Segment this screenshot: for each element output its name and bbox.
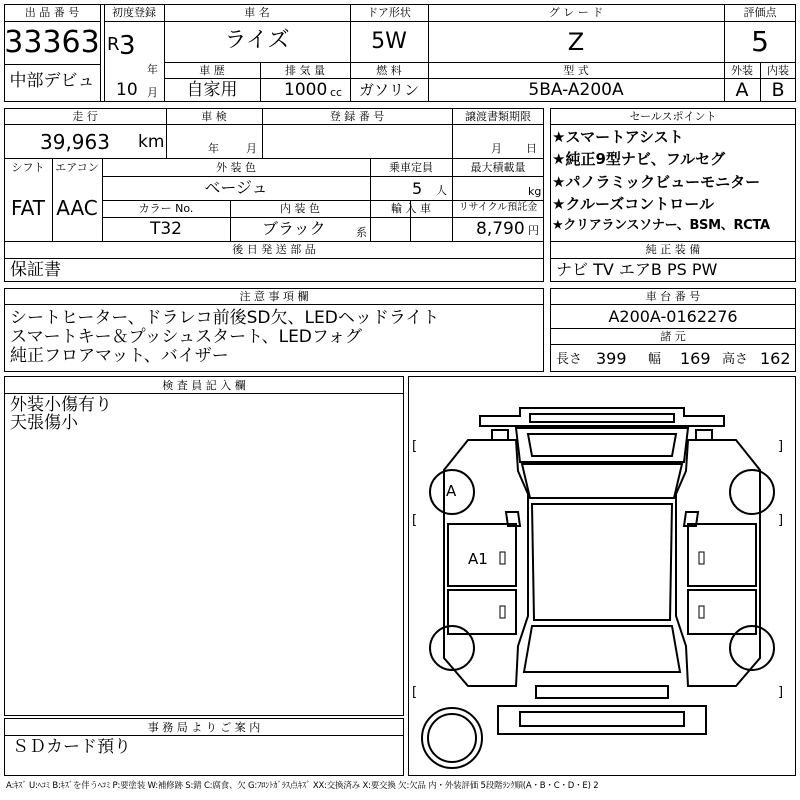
- reg-era: R: [107, 34, 120, 55]
- kei-unit: 系: [356, 226, 367, 239]
- legend: A:ｷｽﾞ U:ﾍｺﾐ B:ｷｽﾞを伴うﾍｺﾐ P:要塗装 W:補修跡 S:錆 C:腐食、欠 G:ﾌﾛﾝﾄｶﾞﾗｽ点ｷｽﾞ XX:交換済み X:要交換 欠:欠品 内・外装評価 5段階ﾗﾝｸ順(A・B・C・D・E) 2: [6, 781, 599, 791]
- handle-left-front: [500, 552, 505, 564]
- rear-lamp-outline: [520, 712, 684, 726]
- transfer-label: 譲渡書類期限: [465, 110, 531, 123]
- transfer-day-unit: 日: [526, 142, 537, 155]
- rear-window-outline: [524, 626, 680, 672]
- ac: AAC: [56, 196, 98, 220]
- displacement-label: 排 気 量: [285, 64, 325, 77]
- history-label: 車 歴: [199, 64, 225, 77]
- insp-year-unit: 年: [208, 142, 219, 155]
- bracket-right-mid: ]: [778, 513, 784, 528]
- mileage-label: 走 行: [72, 110, 98, 123]
- wheel-rear-left-outline: [430, 626, 474, 670]
- int-color-label: 内 装 色: [280, 202, 320, 215]
- inspector-line: 外装小傷有り: [10, 395, 112, 415]
- ext-color: ベージュ: [204, 178, 268, 197]
- color-no-label: カラー No.: [138, 202, 194, 215]
- front-grille-outline: [530, 414, 674, 422]
- model-label: 型 式: [563, 64, 589, 77]
- ext-color-label: 外 装 色: [216, 161, 256, 174]
- venue: 中部デビュ: [9, 71, 95, 91]
- office-text: ＳＤカード預り: [12, 737, 131, 757]
- grade-label: グ レ ー ド: [548, 6, 604, 19]
- exterior-label: 外装: [731, 64, 753, 77]
- bracket-left-low: [: [412, 685, 418, 700]
- selling-points-label: セールスポイント: [629, 110, 717, 123]
- lot-label: 出 品 番 号: [24, 6, 80, 19]
- notes-label: 注 意 事 項 欄: [239, 290, 309, 303]
- model-code: 5BA-A200A: [528, 80, 624, 100]
- handle-left-rear: [500, 606, 505, 618]
- car-name-label: 車 名: [244, 6, 270, 19]
- max-load-label: 最大積載量: [470, 161, 526, 174]
- reg-month: 10: [116, 80, 138, 100]
- door-type: 5W: [371, 29, 407, 54]
- yen-unit: 円: [528, 224, 539, 237]
- inspector-line: 天張傷小: [10, 413, 78, 433]
- lot-number: 33363: [4, 25, 100, 60]
- headlight-left-outline: [492, 430, 508, 440]
- reg-month-unit: 月: [147, 86, 158, 99]
- plate-label: 登 録 番 号: [329, 110, 385, 123]
- notes-line: シートヒーター、ドラレコ前後SD欠、LEDヘッドライト: [10, 308, 440, 328]
- chassis-number: A200A-0162276: [608, 307, 738, 326]
- specs-label: 諸 元: [660, 330, 686, 343]
- hood-inner-outline: [528, 434, 676, 456]
- damage-mark-a: A: [446, 482, 457, 500]
- width-value: 169: [680, 349, 711, 368]
- rear-bumper-outline: [498, 706, 706, 734]
- insp-month-unit: 月: [246, 142, 257, 155]
- length-label: 長さ: [556, 352, 583, 367]
- spare-tire-inner-outline: [428, 714, 476, 762]
- score-label: 評価点: [743, 6, 777, 19]
- recycle-label: リサイクル預託金: [458, 202, 538, 213]
- shift-label: シフト: [11, 161, 45, 174]
- notes-line: 純正フロアマット、バイザー: [10, 346, 229, 366]
- bracket-left-mid: [: [412, 513, 418, 528]
- fuel: ガソリン: [358, 81, 419, 99]
- kg-unit: kg: [528, 185, 542, 198]
- selling-point-item: ★クルーズコントロール: [552, 195, 714, 213]
- headlight-right-outline: [696, 430, 712, 440]
- bracket-left-top: [: [412, 439, 418, 454]
- equipment: ナビ TV エアB PS PW: [556, 260, 718, 279]
- spare-tire-outline: [422, 708, 482, 768]
- cc-unit: cc: [330, 86, 343, 99]
- fuel-label: 燃 料: [376, 64, 402, 77]
- displacement: 1000: [284, 80, 328, 100]
- color-no: T32: [149, 219, 183, 239]
- capacity-label: 乗車定員: [389, 161, 433, 174]
- capacity: 5: [412, 179, 423, 198]
- roof-outline: [532, 504, 672, 620]
- inspection-label: 車 検: [201, 110, 227, 123]
- km-unit: km: [138, 132, 165, 152]
- wheel-front-right-outline: [730, 470, 774, 514]
- ac-label: エアコン: [55, 161, 99, 174]
- length-value: 399: [596, 349, 627, 368]
- rear-gate-outline: [536, 686, 668, 698]
- score: 5: [751, 25, 769, 58]
- selling-point-item: ★クリアランスソナー、BSM、RCTA: [552, 218, 770, 233]
- height-value: 162: [760, 349, 791, 368]
- selling-point-item: ★純正9型ナビ、フルセグ: [552, 150, 726, 168]
- interior-label: 内装: [767, 64, 789, 77]
- interior-grade: B: [771, 79, 785, 101]
- front-bumper-outline: [480, 408, 724, 426]
- grade: Z: [567, 28, 585, 56]
- person-unit: 人: [436, 184, 447, 197]
- car-name: ライズ: [224, 28, 290, 53]
- reg-year-unit: 年: [147, 63, 158, 76]
- handle-right-rear: [699, 606, 704, 618]
- notes-line: スマートキー＆プッシュスタート、LEDフォグ: [10, 327, 363, 347]
- import-label: 輸 入 車: [391, 202, 431, 215]
- windshield-outline: [522, 464, 682, 498]
- selling-point-item: ★パノラミックビューモニター: [552, 173, 761, 191]
- history: 自家用: [186, 80, 238, 100]
- height-label: 高さ: [722, 352, 749, 367]
- shift: FAT: [10, 196, 45, 220]
- bracket-right-top: ]: [778, 439, 784, 454]
- selling-point-item: ★スマートアシスト: [552, 128, 684, 146]
- wheel-rear-right-outline: [730, 626, 774, 670]
- width-label: 幅: [648, 352, 662, 367]
- car-damage-diagram: [408, 376, 796, 776]
- recycle-amount: 8,790: [476, 219, 525, 239]
- inspector-label: 検 査 員 記 入 欄: [162, 379, 246, 392]
- later-parts-label: 後 日 発 送 部 品: [232, 243, 316, 256]
- transfer-month-unit: 月: [491, 142, 502, 155]
- equipment-label: 純 正 装 備: [645, 243, 701, 256]
- first-reg-label: 初度登録: [112, 6, 156, 19]
- handle-right-front: [699, 552, 704, 564]
- door-label: ドア形状: [367, 6, 411, 19]
- reg-year: 3: [119, 31, 136, 61]
- bracket-right-low: ]: [778, 685, 784, 700]
- chassis-label: 車 台 番 号: [645, 290, 701, 303]
- exterior-grade: A: [735, 79, 749, 101]
- right-front-door-outline: [688, 524, 756, 586]
- later-parts: 保証書: [10, 260, 61, 280]
- int-color: ブラック: [262, 219, 326, 238]
- office-label: 事 務 局 よ り ご 案 内: [147, 721, 261, 734]
- damage-mark-a1: A1: [468, 550, 488, 568]
- mileage: 39,963: [40, 130, 110, 154]
